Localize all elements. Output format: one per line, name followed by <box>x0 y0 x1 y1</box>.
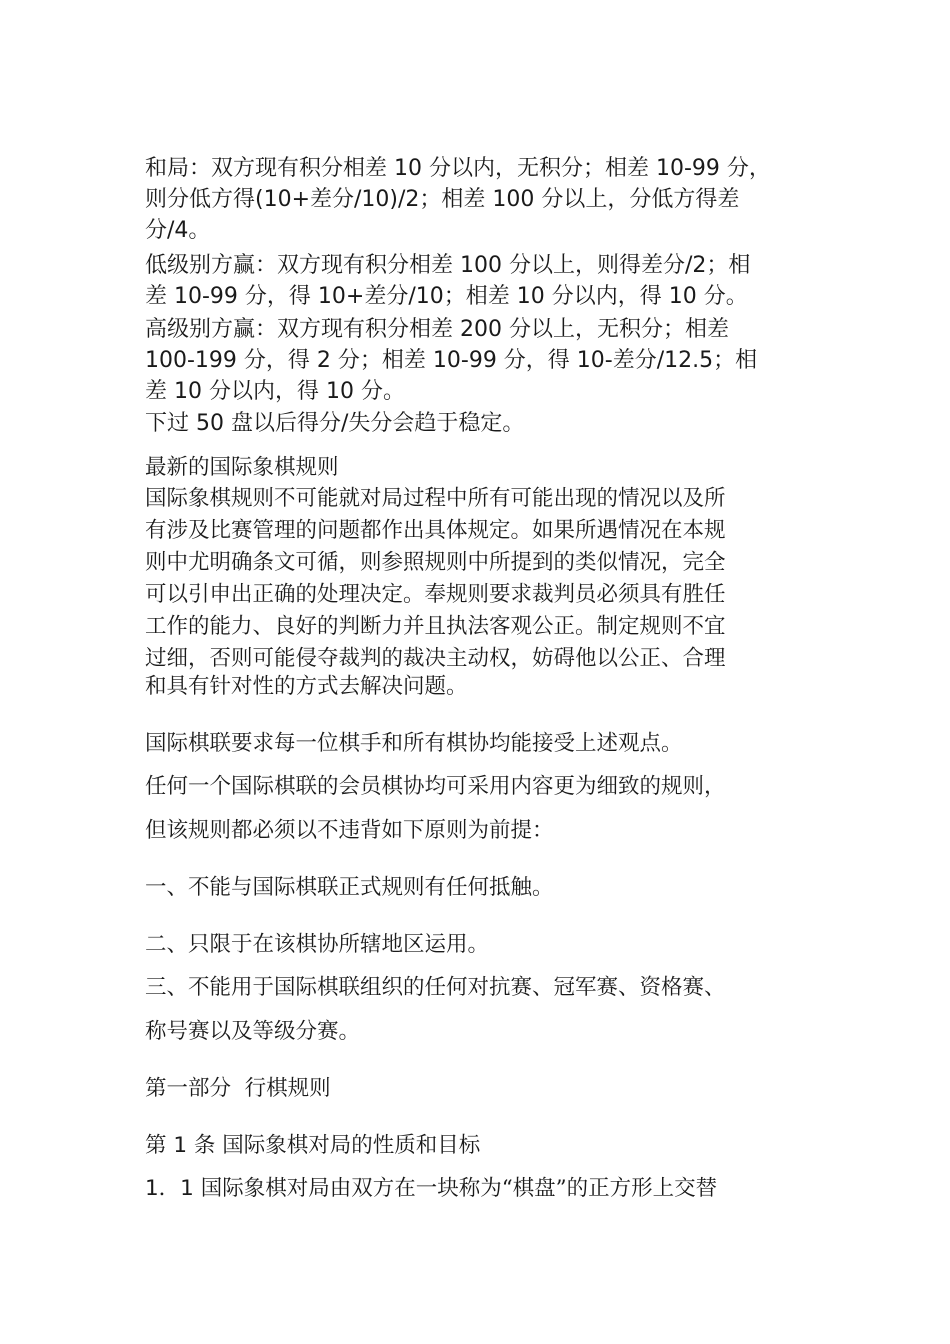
text-line: 工作的能力、良好的判断力并且执法客观公正。制定规则不宜 <box>145 614 726 639</box>
member-rule-line-1: 任何一个国际棋联的会员棋协均可采用内容更为细致的规则， <box>145 774 726 799</box>
principle-2: 二、只限于在该棋协所辖地区运用。 <box>145 932 490 957</box>
text-line: 低级别方赢：双方现有积分相差 100 分以上，则得差分/2；相 <box>145 253 751 278</box>
clause-text: 国际象棋对局由双方在一块称为“棋盘”的正方形上交替 <box>193 1176 718 1201</box>
article-title: 国际象棋对局的性质和目标 <box>215 1133 481 1158</box>
clause-1-1 <box>145 1173 810 1204</box>
text-line: 差 10-99 分，得 10+差分/10；相差 10 分以内，得 10 分。 <box>145 284 748 309</box>
text-line: 则分低方得(10+差分/10)/2；相差 100 分以上，分低方得差 <box>145 187 740 212</box>
rules-intro-end: 和具有针对性的方式去解决问题。 <box>145 674 468 699</box>
fide-accept-line: 国际棋联要求每一位棋手和所有棋协均能接受上述观点。 <box>145 731 683 756</box>
text-line: 高级别方赢：双方现有积分相差 200 分以上，无积分；相差 <box>145 317 729 342</box>
text-line: 过细，否则可能侵夺裁判的裁决主动权，妨碍他以公正、合理 <box>145 646 726 671</box>
text-line: 分/4。 <box>145 218 211 243</box>
text-line: 可以引申出正确的处理决定。奉规则要求裁判员必须具有胜任 <box>145 582 726 607</box>
text-line: 国际象棋规则不可能就对局过程中所有可能出现的情况以及所 <box>145 486 726 511</box>
article-number: 第 1 条 <box>145 1133 216 1158</box>
draw-scoring-paragraph <box>145 153 810 246</box>
higher-wins-paragraph <box>145 314 810 407</box>
article-1-heading <box>145 1130 810 1161</box>
text-line: 100-199 分，得 2 分；相差 10-99 分，得 10-差分/12.5；相 <box>145 348 758 373</box>
rules-title: 最新的国际象棋规则 <box>145 455 339 480</box>
member-rule-line-2: 但该规则都必须以不违背如下原则为前提： <box>145 818 554 843</box>
text-line: 和局：双方现有积分相差 10 分以内，无积分；相差 10-99 分， <box>145 156 771 181</box>
lower-wins-paragraph <box>145 250 810 312</box>
part-one-heading: 第一部分 行棋规则 <box>145 1076 331 1101</box>
text-line: 有涉及比赛管理的问题都作出具体规定。如果所遇情况在本规 <box>145 518 726 543</box>
principle-1: 一、不能与国际棋联正式规则有任何抵触。 <box>145 875 554 900</box>
principle-3-line-2: 称号赛以及等级分赛。 <box>145 1019 361 1044</box>
text-line: 则中尤明确条文可循，则参照规则中所提到的类似情况，完全 <box>145 550 726 575</box>
principle-3-line-1: 三、不能用于国际棋联组织的任何对抗赛、冠军赛、资格赛、 <box>145 975 726 1000</box>
text-line: 差 10 分以内，得 10 分。 <box>145 379 405 404</box>
stability-note: 下过 50 盘以后得分/失分会趋于稳定。 <box>145 411 525 436</box>
clause-number: 1．1 <box>145 1176 194 1201</box>
rules-intro-paragraph <box>145 483 810 675</box>
